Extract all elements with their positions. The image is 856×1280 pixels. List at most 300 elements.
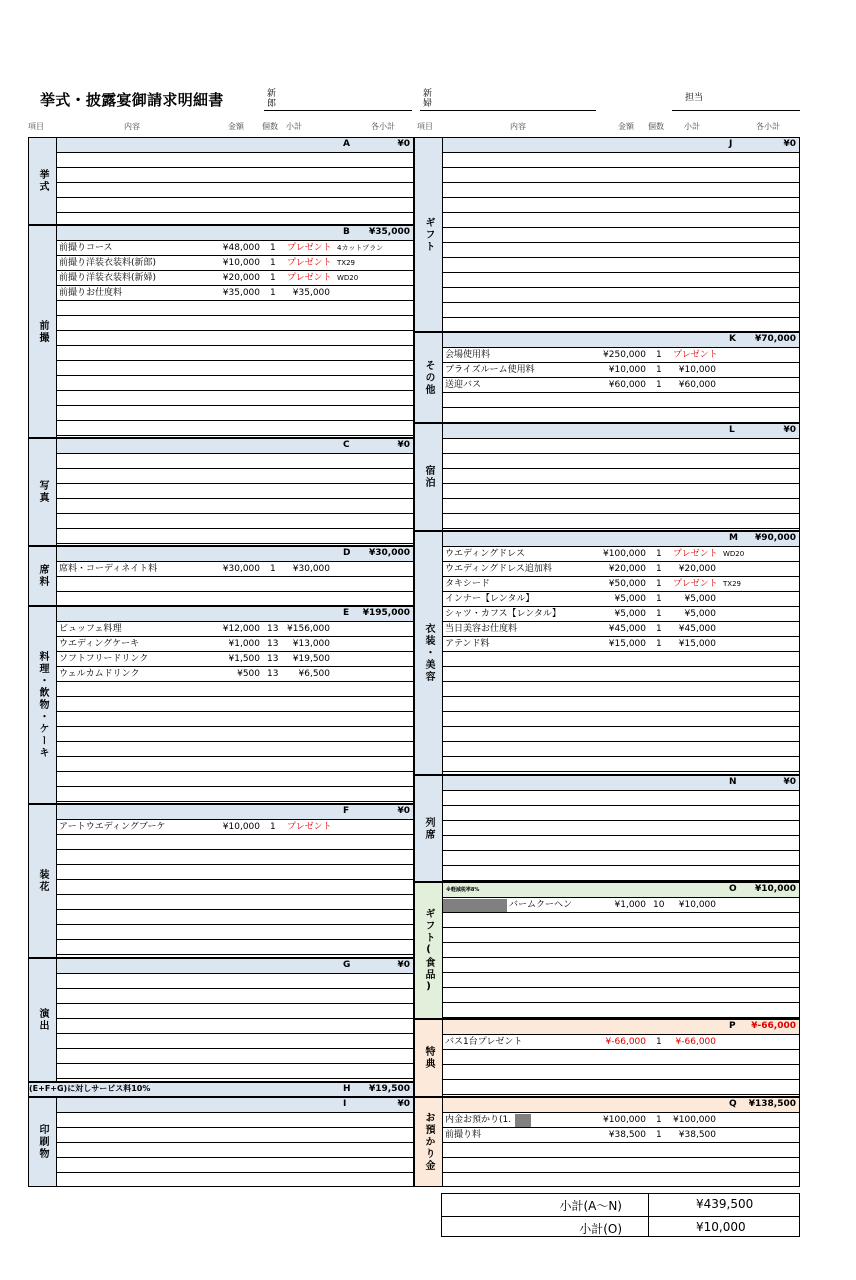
table-row[interactable] — [443, 1158, 799, 1173]
table-row[interactable] — [443, 547, 799, 562]
section-label-text: 演出 — [37, 1008, 48, 1032]
item-price: ¥1,500 — [228, 654, 260, 664]
table-row[interactable] — [443, 514, 799, 529]
table-row[interactable] — [443, 667, 799, 682]
item-subtotal: ¥10,000 — [678, 365, 716, 375]
section-label — [29, 226, 57, 437]
table-row[interactable] — [443, 288, 799, 303]
table-row[interactable] — [57, 301, 413, 316]
item-price: ¥10,000 — [608, 365, 646, 375]
table-row[interactable] — [57, 421, 413, 436]
section-header — [57, 138, 413, 153]
item-price: ¥12,000 — [222, 624, 260, 634]
table-row[interactable] — [57, 757, 413, 772]
item-qty: 1 — [270, 288, 276, 298]
item-name: 会場使用料 — [445, 350, 491, 360]
staff-name-field[interactable] — [672, 110, 800, 111]
section-total: ¥0 — [397, 1099, 410, 1109]
item-price: ¥1,000 — [614, 900, 646, 910]
table-row[interactable] — [57, 820, 413, 835]
section-label — [415, 138, 443, 331]
section-total: ¥0 — [783, 777, 796, 787]
table-row[interactable] — [57, 391, 413, 406]
table-row[interactable] — [443, 791, 799, 806]
table-row[interactable] — [443, 153, 799, 168]
item-subtotal: ¥30,000 — [292, 564, 330, 574]
table-row[interactable] — [57, 637, 413, 652]
item-price: ¥45,000 — [608, 624, 646, 634]
table-row[interactable] — [443, 712, 799, 727]
table-row[interactable] — [57, 529, 413, 544]
item-name: アテンド料 — [445, 639, 490, 649]
section-code: F — [343, 806, 350, 816]
table-row[interactable] — [443, 499, 799, 514]
section-p — [414, 1019, 800, 1097]
table-row[interactable] — [443, 682, 799, 697]
item-subtotal: ¥19,500 — [292, 654, 330, 664]
item-price: ¥20,000 — [608, 564, 646, 574]
bride-name-field[interactable] — [420, 110, 596, 111]
summary-label: 小計(O) — [579, 1222, 622, 1236]
column-header: 個数 — [262, 122, 278, 131]
table-row[interactable] — [443, 592, 799, 607]
section-total: ¥195,000 — [362, 608, 410, 618]
section-total: ¥70,000 — [755, 334, 796, 344]
item-name: アートウエディングブーケ — [59, 822, 166, 832]
table-row[interactable] — [57, 925, 413, 940]
section-code: B — [343, 227, 350, 237]
table-row[interactable] — [57, 484, 413, 499]
item-subtotal: ¥45,000 — [678, 624, 716, 634]
table-row[interactable] — [57, 1004, 413, 1019]
table-row[interactable] — [443, 898, 799, 913]
section-code: G — [343, 960, 351, 970]
section-header — [443, 532, 799, 547]
table-row[interactable] — [443, 1065, 799, 1080]
table-row[interactable] — [443, 851, 799, 866]
table-row[interactable] — [57, 787, 413, 802]
redacted-text — [515, 1114, 531, 1127]
section-code: K — [729, 334, 736, 344]
section-total: ¥-66,000 — [751, 1021, 796, 1031]
table-row[interactable] — [57, 271, 413, 286]
section-code: D — [343, 548, 351, 558]
table-row[interactable] — [57, 316, 413, 331]
item-subtotal: ¥156,000 — [287, 624, 330, 634]
section-header — [57, 1098, 413, 1113]
item-subtotal: プレゼント — [673, 579, 718, 589]
table-row[interactable] — [57, 168, 413, 183]
section-header — [57, 226, 413, 241]
table-row[interactable] — [57, 880, 413, 895]
table-row[interactable] — [443, 988, 799, 1003]
table-row[interactable] — [443, 1113, 799, 1128]
table-row[interactable] — [443, 622, 799, 637]
groom-label: 新郎 — [267, 89, 277, 109]
item-subtotal: ¥38,500 — [678, 1130, 716, 1140]
section-code: J — [729, 139, 733, 149]
table-row[interactable] — [443, 198, 799, 213]
section-total: ¥0 — [397, 960, 410, 970]
section-code: N — [729, 777, 737, 787]
item-price: ¥1,000 — [228, 639, 260, 649]
item-qty: 1 — [656, 380, 662, 390]
table-row[interactable] — [443, 363, 799, 378]
section-label-text: ギフト(食品) — [423, 907, 434, 994]
column-header: 小計 — [684, 122, 700, 131]
item-note: TX29 — [337, 259, 355, 267]
section-code: E — [343, 608, 350, 618]
table-row[interactable] — [443, 928, 799, 943]
item-qty: 1 — [656, 1037, 662, 1047]
table-row[interactable] — [57, 346, 413, 361]
groom-name-field[interactable] — [264, 110, 412, 111]
item-name: ブライズルーム使用料 — [445, 365, 535, 375]
table-row[interactable] — [57, 1158, 413, 1173]
item-price: ¥500 — [237, 669, 260, 679]
item-subtotal: ¥35,000 — [292, 288, 330, 298]
table-row[interactable] — [57, 697, 413, 712]
section-label-text: 写真 — [37, 480, 48, 504]
table-row[interactable] — [443, 1050, 799, 1065]
item-qty: 1 — [270, 822, 276, 832]
item-subtotal: ¥5,000 — [684, 594, 716, 604]
table-row[interactable] — [443, 1035, 799, 1050]
section-label — [29, 138, 57, 224]
section-l — [414, 423, 800, 531]
item-qty: 1 — [270, 564, 276, 574]
item-name: ウエディングドレス — [445, 549, 525, 559]
column-header: 内容 — [124, 122, 140, 131]
item-qty: 1 — [656, 549, 662, 559]
section-o — [414, 882, 800, 1019]
table-row[interactable] — [443, 637, 799, 652]
table-row[interactable] — [57, 989, 413, 1004]
section-code: A — [343, 139, 350, 149]
table-row[interactable] — [57, 772, 413, 787]
table-row[interactable] — [443, 727, 799, 742]
table-row[interactable] — [443, 821, 799, 836]
section-header — [57, 547, 413, 562]
item-price: ¥20,000 — [222, 273, 260, 283]
section-code: M — [729, 533, 738, 543]
item-price: ¥100,000 — [603, 549, 646, 559]
table-row[interactable] — [443, 1003, 799, 1018]
item-name: 席料・コーディネイト料 — [59, 564, 158, 574]
table-row[interactable] — [443, 757, 799, 772]
table-row[interactable] — [57, 742, 413, 757]
table-row[interactable] — [443, 562, 799, 577]
table-row[interactable] — [57, 241, 413, 256]
section-label-text: ギフト — [423, 216, 434, 253]
section-label — [415, 333, 443, 422]
bride-label: 新婦 — [423, 89, 433, 109]
table-row[interactable] — [443, 183, 799, 198]
table-row[interactable] — [443, 378, 799, 393]
item-subtotal: ¥15,000 — [678, 639, 716, 649]
table-row[interactable] — [443, 913, 799, 928]
section-label-text: 衣装・美容 — [423, 623, 434, 683]
table-row[interactable] — [57, 469, 413, 484]
item-price: ¥50,000 — [608, 579, 646, 589]
section-code: L — [729, 425, 735, 435]
table-row[interactable] — [57, 895, 413, 910]
section-label — [415, 776, 443, 881]
section-header — [443, 333, 799, 348]
section-header — [443, 883, 799, 898]
table-row[interactable] — [443, 454, 799, 469]
item-price: ¥38,500 — [608, 1130, 646, 1140]
item-price: ¥10,000 — [222, 822, 260, 832]
item-qty: 1 — [656, 350, 662, 360]
section-label-text: 前撮 — [37, 319, 48, 344]
table-row[interactable] — [443, 258, 799, 273]
table-row[interactable] — [443, 168, 799, 183]
section-label-text: その他 — [423, 359, 434, 396]
table-row[interactable] — [57, 183, 413, 198]
section-total: ¥0 — [397, 806, 410, 816]
section-total: ¥0 — [397, 440, 410, 450]
section-i — [28, 1097, 414, 1187]
section-label — [29, 1098, 57, 1186]
table-row[interactable] — [57, 256, 413, 271]
table-row[interactable] — [443, 439, 799, 454]
table-row[interactable] — [57, 910, 413, 925]
item-name: インナー【レンタル】 — [445, 594, 535, 604]
summary-box — [441, 1193, 800, 1237]
table-row[interactable] — [57, 331, 413, 346]
item-name: ウエディングドレス追加料 — [445, 564, 552, 574]
section-label-text: 席料 — [37, 564, 48, 588]
item-price: ¥250,000 — [603, 350, 646, 360]
section-f — [28, 804, 414, 958]
item-subtotal: プレゼント — [287, 243, 332, 253]
column-header: 金額 — [618, 122, 634, 131]
item-name: 前撮りコース — [59, 243, 113, 253]
table-row[interactable] — [443, 484, 799, 499]
table-row[interactable] — [57, 622, 413, 637]
summary-label: 小計(A〜N) — [559, 1199, 622, 1213]
section-label — [29, 607, 57, 803]
item-price: ¥48,000 — [222, 243, 260, 253]
section-label — [415, 1098, 443, 1186]
section-n — [414, 775, 800, 882]
section-header — [57, 607, 413, 622]
section-header — [443, 1020, 799, 1035]
table-row[interactable] — [443, 577, 799, 592]
table-row[interactable] — [57, 562, 413, 577]
item-name: ソフトフリードリンク — [59, 654, 149, 664]
section-total: ¥0 — [783, 139, 796, 149]
item-subtotal: プレゼント — [287, 273, 332, 283]
table-row[interactable] — [443, 393, 799, 408]
item-name: タキシード — [445, 579, 490, 589]
table-row[interactable] — [443, 469, 799, 484]
table-row[interactable] — [57, 652, 413, 667]
item-name: 前撮り洋装衣装料(新婦) — [59, 273, 157, 283]
section-code: O — [729, 884, 737, 894]
table-row[interactable] — [57, 1049, 413, 1064]
column-header: 小計 — [286, 122, 302, 131]
table-row[interactable] — [443, 652, 799, 667]
item-qty: 10 — [653, 900, 665, 910]
item-qty: 1 — [270, 273, 276, 283]
section-code: H — [343, 1084, 351, 1094]
section-header — [443, 776, 799, 791]
section-label-text: 挙式 — [37, 169, 48, 193]
item-qty: 1 — [656, 639, 662, 649]
table-row[interactable] — [57, 153, 413, 168]
table-row[interactable] — [57, 667, 413, 682]
table-row[interactable] — [443, 742, 799, 757]
table-row[interactable] — [57, 514, 413, 529]
section-label-text: 装花 — [37, 869, 48, 893]
item-price: ¥100,000 — [603, 1115, 646, 1125]
table-row[interactable] — [443, 1080, 799, 1095]
column-header: 項目 — [28, 122, 44, 131]
item-price: ¥-66,000 — [605, 1037, 646, 1047]
table-row[interactable] — [57, 376, 413, 391]
item-name: ビュッフェ料理 — [59, 624, 122, 634]
table-row[interactable] — [443, 958, 799, 973]
summary-value: ¥10,000 — [696, 1220, 746, 1234]
section-label — [415, 883, 443, 1018]
item-price: ¥15,000 — [608, 639, 646, 649]
table-row[interactable] — [57, 712, 413, 727]
item-subtotal: プレゼント — [673, 549, 718, 559]
item-name: 内金お預かり(1. — [445, 1115, 512, 1125]
item-qty: 13 — [267, 624, 279, 634]
table-row[interactable] — [57, 198, 413, 213]
section-total: ¥138,500 — [748, 1099, 796, 1109]
table-row[interactable] — [57, 454, 413, 469]
table-row[interactable] — [57, 974, 413, 989]
section-label-text: 列席 — [423, 816, 434, 841]
table-row[interactable] — [57, 577, 413, 592]
item-note: WD20 — [723, 550, 745, 558]
table-row[interactable] — [57, 1034, 413, 1049]
section-label — [29, 805, 57, 957]
table-row[interactable] — [57, 865, 413, 880]
item-price: ¥5,000 — [614, 594, 646, 604]
table-row[interactable] — [57, 1064, 413, 1079]
table-row[interactable] — [57, 727, 413, 742]
column-header: 項目 — [417, 122, 433, 131]
item-qty: 1 — [656, 1115, 662, 1125]
table-row[interactable] — [443, 836, 799, 851]
item-subtotal: プレゼント — [287, 258, 332, 268]
table-row[interactable] — [57, 1113, 413, 1128]
item-name: ウエディングケーキ — [59, 639, 140, 649]
table-row[interactable] — [57, 286, 413, 301]
table-row[interactable] — [57, 835, 413, 850]
item-name: バームクーヘン — [509, 900, 573, 910]
item-price: ¥35,000 — [222, 288, 260, 298]
section-b — [28, 225, 414, 438]
item-qty: 13 — [267, 639, 279, 649]
table-row[interactable] — [57, 682, 413, 697]
item-subtotal: ¥100,000 — [673, 1115, 716, 1125]
item-subtotal: ¥13,000 — [292, 639, 330, 649]
table-row[interactable] — [443, 866, 799, 881]
table-row[interactable] — [443, 348, 799, 363]
table-row[interactable] — [443, 1128, 799, 1143]
column-header: 内容 — [510, 122, 526, 131]
section-a — [28, 137, 414, 225]
table-row[interactable] — [443, 303, 799, 318]
table-row[interactable] — [443, 806, 799, 821]
item-qty: 1 — [656, 594, 662, 604]
service-charge-label: (E+F+G)に対しサービス料10% — [29, 1084, 151, 1093]
section-header — [443, 424, 799, 439]
page-title: 挙式・披露宴御請求明細書 — [40, 91, 224, 109]
section-label-text: 宿泊 — [423, 465, 434, 489]
item-name: シャツ・カフス【レンタル】 — [445, 609, 561, 619]
item-name: ウェルカムドリンク — [59, 669, 140, 679]
item-qty: 1 — [656, 609, 662, 619]
table-row[interactable] — [443, 697, 799, 712]
table-row[interactable] — [57, 940, 413, 955]
table-row[interactable] — [443, 1143, 799, 1158]
table-row[interactable] — [57, 406, 413, 421]
table-row[interactable] — [57, 361, 413, 376]
section-total: ¥0 — [783, 425, 796, 435]
section-code: C — [343, 440, 350, 450]
item-subtotal: ¥60,000 — [678, 380, 716, 390]
table-row[interactable] — [443, 213, 799, 228]
table-row[interactable] — [57, 1128, 413, 1143]
item-qty: 13 — [267, 654, 279, 664]
item-subtotal: ¥20,000 — [678, 564, 716, 574]
item-qty: 1 — [270, 258, 276, 268]
table-row[interactable] — [57, 499, 413, 514]
column-header-row — [28, 121, 800, 133]
staff-label: 担当 — [685, 93, 704, 103]
section-d — [28, 546, 414, 606]
column-header: 個数 — [648, 122, 664, 131]
table-row[interactable] — [443, 973, 799, 988]
table-row[interactable] — [443, 943, 799, 958]
table-row[interactable] — [443, 408, 799, 423]
table-row[interactable] — [57, 1019, 413, 1034]
table-row[interactable] — [443, 273, 799, 288]
section-label-text: 料理・飲物・ケーキ — [37, 651, 48, 759]
table-row[interactable] — [443, 243, 799, 258]
section-j — [414, 137, 800, 332]
table-row[interactable] — [57, 1143, 413, 1158]
section-label — [29, 547, 57, 605]
section-header — [57, 805, 413, 820]
table-row[interactable] — [57, 850, 413, 865]
section-k — [414, 332, 800, 423]
section-code: P — [729, 1021, 736, 1031]
section-m — [414, 531, 800, 775]
section-total: ¥30,000 — [369, 548, 410, 558]
item-subtotal: ¥5,000 — [684, 609, 716, 619]
section-label — [415, 532, 443, 774]
table-row[interactable] — [443, 607, 799, 622]
section-c — [28, 438, 414, 546]
item-qty: 1 — [656, 579, 662, 589]
item-subtotal: ¥10,000 — [678, 900, 716, 910]
section-total: ¥0 — [397, 139, 410, 149]
section-label-text: お預かり金 — [423, 1112, 434, 1172]
item-note: WD20 — [337, 274, 359, 282]
section-header — [57, 959, 413, 974]
item-name: 前撮りお仕度料 — [59, 288, 123, 298]
section-label — [415, 1020, 443, 1096]
table-row[interactable] — [443, 228, 799, 243]
